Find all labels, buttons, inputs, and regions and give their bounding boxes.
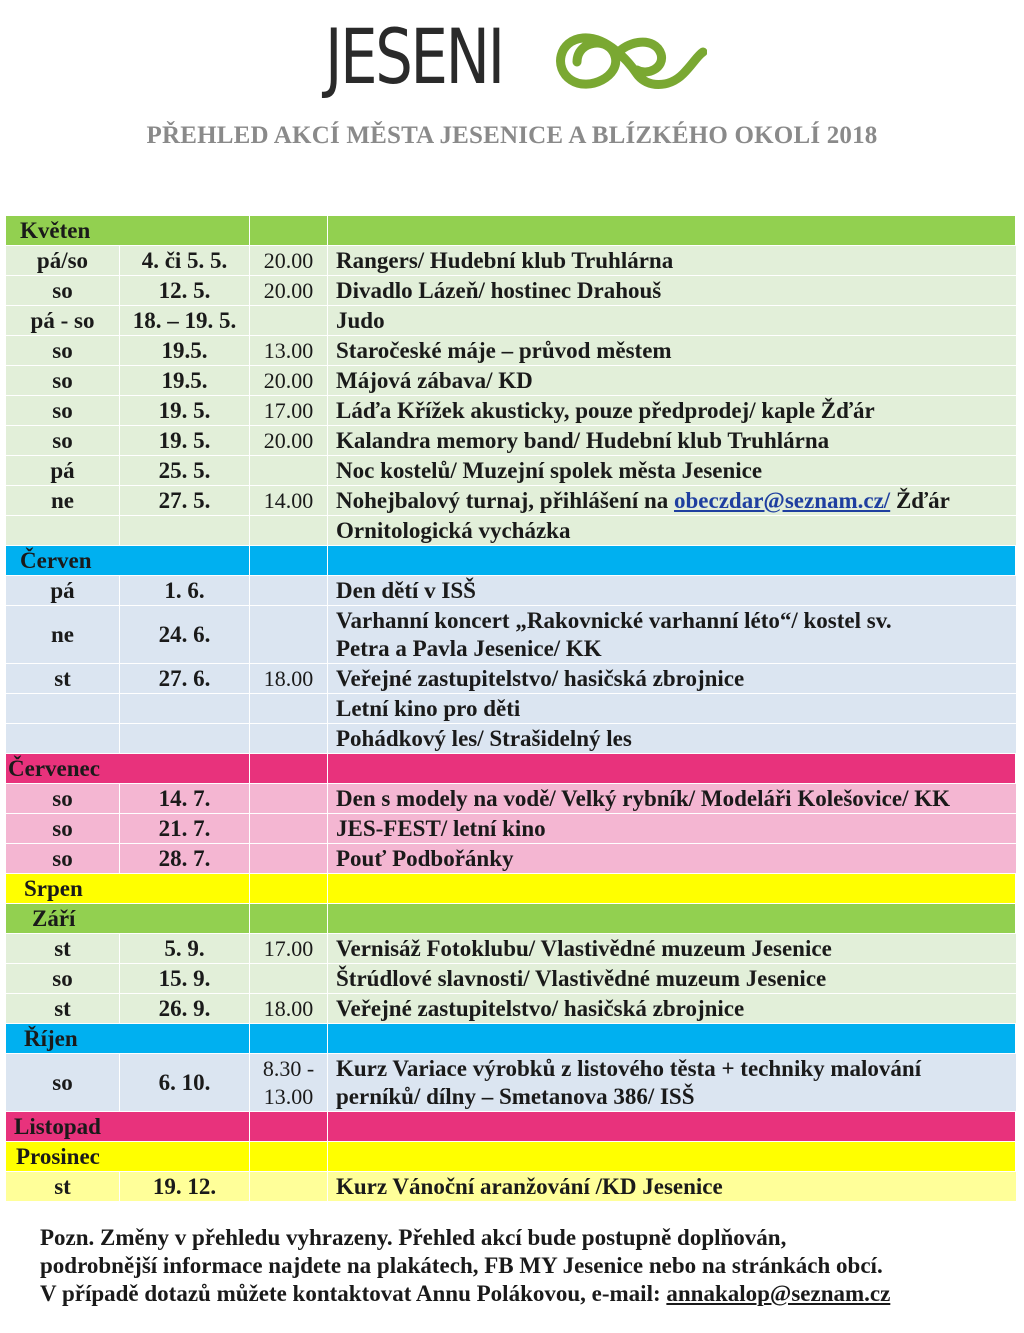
event-description: Veřejné zastupitelstvo/ hasičská zbrojnice <box>336 665 745 691</box>
event-row <box>6 1172 1016 1202</box>
note-line-1: Pozn. Změny v přehledu vyhrazeny. Přehled akcí bude postupně doplňován, <box>40 1225 787 1250</box>
event-day: st <box>6 934 120 963</box>
event-date: 15. 9. <box>120 964 250 993</box>
event-description: Májová zábava/ KD <box>336 367 533 393</box>
month-spacer <box>328 546 1016 575</box>
month-spacer <box>250 874 328 903</box>
event-time <box>250 606 328 663</box>
event-day: so <box>6 396 120 425</box>
event-row <box>6 426 1016 456</box>
event-row <box>6 246 1016 276</box>
event-day: pá/so <box>6 246 120 275</box>
event-date: 26. 9. <box>120 994 250 1023</box>
event-row <box>6 724 1016 754</box>
event-day: so <box>6 276 120 305</box>
event-line: Petra a Pavla Jesenice/ KK <box>336 635 602 661</box>
event-description: Láďa Křížek akusticky, pouze předprodej/ kaple Žďár <box>336 397 875 423</box>
event-time-lines <box>263 1055 314 1111</box>
month-label: Prosinec <box>6 1142 250 1171</box>
events-table <box>6 215 1016 1202</box>
month-spacer <box>250 754 328 783</box>
event-time: 13.00 <box>250 336 328 365</box>
month-header-july <box>6 754 1016 784</box>
event-day: so <box>6 426 120 455</box>
event-date: 19. 5. <box>120 426 250 455</box>
month-spacer <box>328 754 1016 783</box>
event-lines <box>336 1055 921 1111</box>
event-row <box>6 814 1016 844</box>
event-time: 18.00 <box>250 994 328 1023</box>
event-date <box>120 516 250 545</box>
event-date: 12. 5. <box>120 276 250 305</box>
event-date: 27. 6. <box>120 664 250 693</box>
month-header-august <box>6 874 1016 904</box>
event-suffix: Žďár <box>890 487 950 513</box>
event-description <box>328 1054 1016 1111</box>
event-time <box>250 694 328 723</box>
event-description: Kalandra memory band/ Hudební klub Truhlárna <box>336 427 830 453</box>
registration-email-link[interactable]: obeczdar@seznam.cz/ <box>674 487 891 513</box>
month-header-september <box>6 904 1016 934</box>
month-spacer <box>250 216 328 245</box>
event-time <box>250 844 328 873</box>
event-time <box>250 964 328 993</box>
event-time: 14.00 <box>250 486 328 515</box>
event-day <box>6 694 120 723</box>
event-date: 14. 7. <box>120 784 250 813</box>
event-description: Pouť Podbořánky <box>336 845 514 871</box>
event-description <box>328 486 1016 515</box>
event-time: 20.00 <box>250 426 328 455</box>
event-day: pá <box>6 576 120 605</box>
event-date: 28. 7. <box>120 844 250 873</box>
logo-loop-icon <box>537 22 707 100</box>
month-label: Červen <box>6 546 250 575</box>
event-day <box>6 516 120 545</box>
event-description: Veřejné zastupitelstvo/ hasičská zbrojnice <box>336 995 745 1021</box>
event-date <box>120 724 250 753</box>
event-description: Divadlo Lázeň/ hostinec Drahouš <box>336 277 662 303</box>
event-row <box>6 694 1016 724</box>
event-time: 17.00 <box>250 396 328 425</box>
event-time: 20.00 <box>250 246 328 275</box>
event-time <box>250 814 328 843</box>
event-time <box>250 724 328 753</box>
event-line: Varhanní koncert „Rakovnické varhanní léto“/ kostel sv. <box>336 607 892 633</box>
event-row <box>6 664 1016 694</box>
event-description: Štrúdlové slavnosti/ Vlastivědné muzeum Jesenice <box>336 965 827 991</box>
event-date: 21. 7. <box>120 814 250 843</box>
event-time-line: 8.30 - <box>262 1055 315 1081</box>
logo-text: JESENI <box>325 12 503 101</box>
event-day: so <box>6 1054 120 1111</box>
page-title: PŘEHLED AKCÍ MĚSTA JESENICE A BLÍZKÉHO OKOLÍ 2018 <box>146 122 878 149</box>
event-day: st <box>6 664 120 693</box>
month-header-november <box>6 1112 1016 1142</box>
event-day: pá - so <box>6 306 120 335</box>
event-row <box>6 396 1016 426</box>
event-description: Ornitologická vycházka <box>336 517 571 543</box>
event-description: Staročeské máje – průvod městem <box>336 337 672 363</box>
event-day: so <box>6 844 120 873</box>
event-time: 20.00 <box>250 276 328 305</box>
event-day: ne <box>6 606 120 663</box>
event-row <box>6 1054 1016 1112</box>
event-day: so <box>6 814 120 843</box>
event-time <box>250 784 328 813</box>
event-day: so <box>6 366 120 395</box>
contact-email-link[interactable]: annakalop@seznam.cz <box>666 1281 891 1306</box>
event-date: 4. či 5. 5. <box>120 246 250 275</box>
event-description: Vernisáž Fotoklubu/ Vlastivědné muzeum Jesenice <box>336 935 832 961</box>
event-date: 24. 6. <box>120 606 250 663</box>
event-date: 6. 10. <box>120 1054 250 1111</box>
event-day: so <box>6 964 120 993</box>
event-row <box>6 606 1016 664</box>
event-row <box>6 306 1016 336</box>
event-row <box>6 366 1016 396</box>
event-day: so <box>6 784 120 813</box>
event-date: 19. 12. <box>120 1172 250 1201</box>
event-date <box>120 694 250 723</box>
month-spacer <box>328 904 1016 933</box>
event-date: 19. 5. <box>120 396 250 425</box>
footer-note <box>40 1224 890 1308</box>
event-description: Rangers/ Hudební klub Truhlárna <box>336 247 674 273</box>
event-time <box>250 516 328 545</box>
event-row <box>6 844 1016 874</box>
month-spacer <box>328 1024 1016 1053</box>
event-row <box>6 576 1016 606</box>
event-time: 18.00 <box>250 664 328 693</box>
note-line-2: podrobnější informace najdete na plakátech, FB MY Jesenice nebo na stránkách obcí. <box>40 1253 883 1278</box>
event-time <box>250 456 328 485</box>
event-prefix: Nohejbalový turnaj, přihlášení na <box>336 487 675 513</box>
event-date: 25. 5. <box>120 456 250 485</box>
event-time <box>250 1172 328 1201</box>
month-header-december <box>6 1142 1016 1172</box>
event-description: Den s modely na vodě/ Velký rybník/ Modeláři Kolešovice/ KK <box>336 785 950 811</box>
month-header-october <box>6 1024 1016 1054</box>
event-day: so <box>6 336 120 365</box>
month-spacer <box>250 904 328 933</box>
month-spacer <box>328 1142 1016 1171</box>
event-day: ne <box>6 486 120 515</box>
note-line-3-text: V případě dotazů můžete kontaktovat Annu Polákovou, e-mail: <box>40 1281 667 1306</box>
event-description: Noc kostelů/ Muzejní spolek města Jesenice <box>336 457 763 483</box>
event-date: 5. 9. <box>120 934 250 963</box>
event-lines <box>336 607 892 663</box>
event-date: 1. 6. <box>120 576 250 605</box>
month-label: Srpen <box>6 874 250 903</box>
event-row <box>6 784 1016 814</box>
event-description: Judo <box>336 307 385 333</box>
month-spacer <box>250 1142 328 1171</box>
event-line: Kurz Variace výrobků z listového těsta + techniky malování <box>336 1055 922 1081</box>
event-description: Den dětí v ISŠ <box>336 577 476 603</box>
event-description: Kurz Vánoční aranžování /KD Jesenice <box>336 1173 723 1199</box>
event-time: 20.00 <box>250 366 328 395</box>
event-text <box>336 487 950 515</box>
month-label: Listopad <box>6 1112 250 1141</box>
event-row <box>6 994 1016 1024</box>
month-header-may <box>6 216 1016 246</box>
event-day: pá <box>6 456 120 485</box>
event-row <box>6 276 1016 306</box>
month-label: Červenec <box>6 754 250 783</box>
month-label: Září <box>6 904 250 933</box>
month-spacer <box>250 1024 328 1053</box>
event-date: 19.5. <box>120 366 250 395</box>
month-spacer <box>328 216 1016 245</box>
event-day <box>6 724 120 753</box>
event-time <box>250 576 328 605</box>
event-row <box>6 516 1016 546</box>
event-day: st <box>6 994 120 1023</box>
month-spacer <box>328 1112 1016 1141</box>
event-row <box>6 486 1016 516</box>
event-time <box>250 1054 328 1111</box>
event-date: 19.5. <box>120 336 250 365</box>
month-label: Říjen <box>6 1024 250 1053</box>
event-row <box>6 336 1016 366</box>
event-row <box>6 964 1016 994</box>
event-date: 27. 5. <box>120 486 250 515</box>
event-description <box>328 606 1016 663</box>
event-line: perníků/ dílny – Smetanova 386/ ISŠ <box>336 1083 695 1109</box>
event-row <box>6 934 1016 964</box>
event-time-line: 13.00 <box>263 1083 314 1109</box>
jesenice-logo <box>325 14 705 100</box>
month-spacer <box>250 546 328 575</box>
event-time <box>250 306 328 335</box>
event-time: 17.00 <box>250 934 328 963</box>
month-label: Květen <box>6 216 250 245</box>
event-description: JES-FEST/ letní kino <box>336 815 546 841</box>
note-line-3 <box>40 1280 890 1308</box>
event-date: 18. – 19. 5. <box>120 306 250 335</box>
month-spacer <box>328 874 1016 903</box>
month-spacer <box>250 1112 328 1141</box>
event-row <box>6 456 1016 486</box>
event-description: Letní kino pro děti <box>336 695 521 721</box>
event-description: Pohádkový les/ Strašidelný les <box>336 725 632 751</box>
event-day: st <box>6 1172 120 1201</box>
month-header-june <box>6 546 1016 576</box>
